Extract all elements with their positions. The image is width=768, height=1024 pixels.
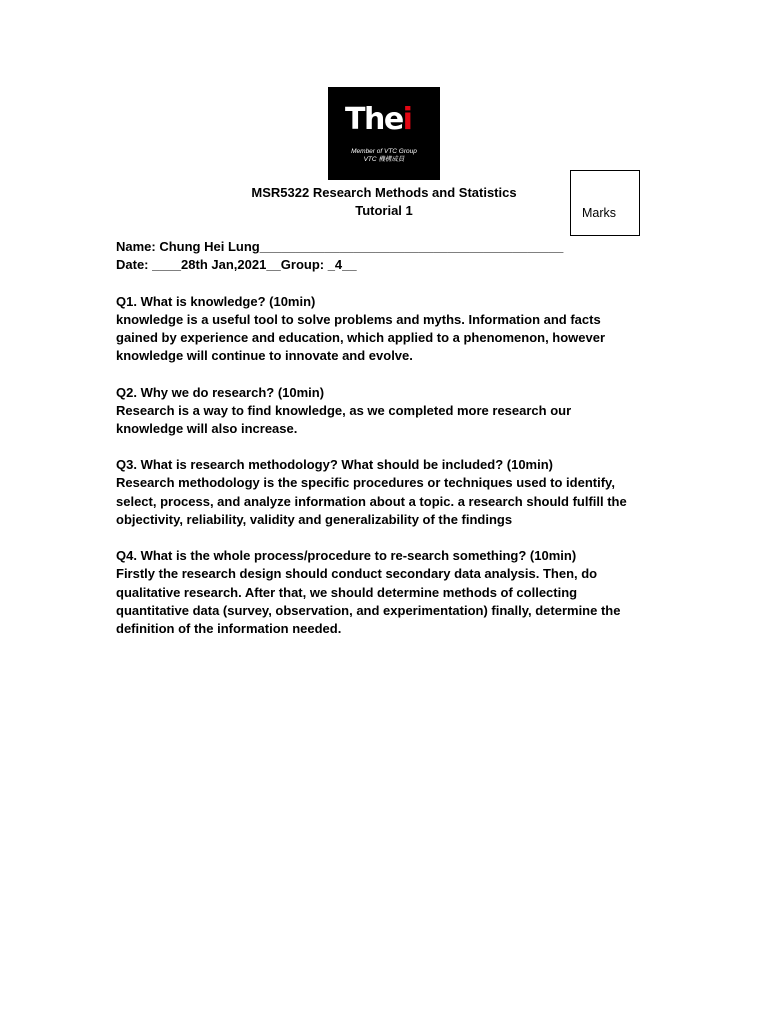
answer-1-line: knowledge is a useful tool to solve problems and myths. Information and facts [116, 311, 601, 327]
question-4: Q4. What is the whole process/procedure to re-search something? (10min) [116, 548, 577, 564]
marks-box [570, 170, 640, 236]
answer-4-line: qualitative research. After that, we should determine methods of collecting [116, 584, 578, 600]
thei-logo [328, 87, 440, 180]
answer-4-line: Firstly the research design should conduct secondary data analysis. Then, do [116, 566, 598, 582]
answer-3-line: select, process, and analyze information about a topic. a research should fulfill the [116, 493, 627, 509]
logo-subtitle-line1: Member of VTC Group [351, 148, 417, 155]
answer-3-line: objectivity, reliability, validity and generalizability of the findings [116, 511, 513, 527]
question-3: Q3. What is research methodology? What should be included? (10min) [116, 457, 553, 473]
answer-1-line: gained by experience and education, which applied to a phenomenon, however [116, 329, 606, 345]
question-2: Q2. Why we do research? (10min) [116, 384, 325, 400]
answer-2-line: Research is a way to find knowledge, as we completed more research our [116, 402, 572, 418]
date-group-line: Date: ____28th Jan,2021__Group: _4__ [116, 257, 357, 273]
logo-subtitle-line2: VTC 機構成員 [363, 156, 405, 163]
worksheet-body [116, 238, 656, 638]
answer-3-line: Research methodology is the specific procedures or techniques used to identify, [116, 475, 615, 491]
question-1: Q1. What is knowledge? (10min) [116, 293, 316, 309]
course-title: MSR5322 Research Methods and Statistics [251, 185, 517, 200]
name-line: Name: Chung Hei Lung__________________________________________ [116, 239, 564, 254]
marks-label: Marks [582, 206, 617, 220]
answer-1-line: knowledge will continue to innovate and evolve. [116, 348, 413, 364]
answer-2-line: knowledge will also increase. [116, 420, 298, 436]
logo-wordmark-main: The [345, 102, 403, 137]
tutorial-title: Tutorial 1 [355, 203, 413, 218]
answer-4-line: definition of the information needed. [116, 620, 342, 636]
logo-wordmark [345, 102, 412, 137]
logo-wordmark-accent: i [402, 102, 412, 137]
answer-4-line: quantitative data (survey, observation, and experimentation) finally, determine the [116, 602, 621, 618]
